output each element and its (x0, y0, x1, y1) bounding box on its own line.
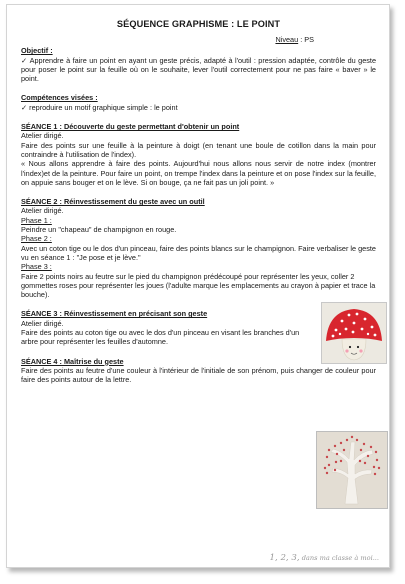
competences-text: ✓ reproduire un motif graphique simple : le point (21, 102, 178, 112)
page-title: SÉQUENCE GRAPHISME : LE POINT (116, 19, 281, 29)
seance2-heading: SÉANCE 2 : Réinvestissement du geste avec un outil (21, 197, 205, 207)
niveau-value: : PS (298, 35, 314, 44)
seance3-atelier: Atelier dirigé. (21, 318, 64, 328)
seance1-quote: « Nous allons apprendre à faire des points. Aujourd'hui nous allons nous servir de notre index (montrer l'index)et de la peinture. Pour faire un point, on trempe l'index dans la peinture et on pose l'index sur la feuille, on appuie sans bouger et on le lève. Si on bouge, ça ne fait pas un joli point. » (21, 159, 376, 187)
competences-heading: Compétences visées : (21, 93, 98, 103)
seance2-phase2-label: Phase 2 : (21, 234, 52, 244)
seance4-text: Faire des points au feutre d'une couleur à l'intérieur de l'initiale de son prénom, puis changer de couleur pour faire des points autour de la lettre. (21, 365, 376, 385)
footer-brand-small: dans ma classe à moi... (299, 554, 379, 562)
niveau-label: Niveau (275, 35, 299, 44)
seance4-heading: SÉANCE 4 : Maîtrise du geste (21, 356, 124, 366)
objectif-heading: Objectif : (21, 46, 53, 56)
mushroom-illustration (322, 303, 386, 363)
seance2-atelier: Atelier dirigé. (21, 206, 64, 216)
autumn-tree-craft-image (316, 431, 388, 509)
mushroom-craft-image (321, 302, 387, 364)
tree-illustration (317, 432, 387, 508)
objectif-text: ✓ Apprendre à faire un point en ayant un geste précis, adapté à l'outil : pression adaptée, contrôle du geste pour poser le point sur la feuille où on le souhaite, lever l'outil correctement pour ne pas faire « baver » le point. (21, 55, 376, 84)
seance3-heading: SÉANCE 3 : Réinvestissement en précisant son geste (21, 309, 208, 319)
seance1-text: Faire des points sur une feuille à la peinture à doigt (en tenant une boule de cotillon dans la main pour contraindre à l'utilisation de l'index). (21, 140, 376, 159)
seance1-heading: SÉANCE 1 : Découverte du geste permettant d'obtenir un point (21, 122, 240, 132)
footer-brand-main: 1, 2, 3, (269, 553, 300, 563)
niveau-line (21, 35, 314, 44)
seance2-phase2-text: Avec un coton tige ou le dos d'un pinceau, faire des points blancs sur le champignon. Faire verbaliser le geste vu en séance 1 : "Je pose et je lève." (21, 243, 376, 262)
seance1-atelier: Atelier dirigé. (21, 131, 64, 141)
seance2-phase1-label: Phase 1 : (21, 215, 52, 225)
seance2-phase3-label: Phase 3 : (21, 262, 52, 272)
footer-brand (270, 553, 379, 563)
document-page (6, 4, 390, 568)
seance2-phase3-text: Faire 2 points noirs au feutre sur le pied du champignon prédécoupé pour représenter les yeux, coller 2 gommettes roses pour représenter les joues (l'adulte marque les emplacements au crayon à papier et trace la bouche). (21, 271, 376, 300)
seance3-text: Faire des points au coton tige ou avec le dos d'un pinceau en visant les branches d'un arbre pour représenter les feuilles d'automne. (21, 328, 300, 347)
seance2-phase1-text: Peindre un "chapeau" de champignon en rouge. (21, 225, 177, 235)
